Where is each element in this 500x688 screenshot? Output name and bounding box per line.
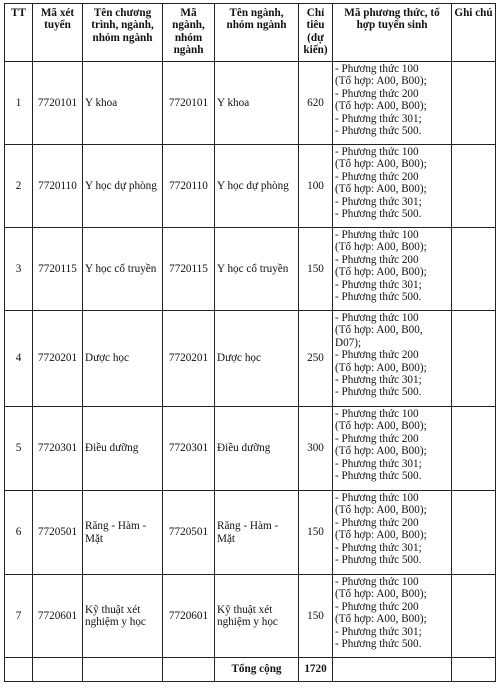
cell-ghi-chu [452, 62, 496, 145]
cell-ghi-chu [452, 491, 496, 575]
cell-tt: 4 [5, 311, 33, 407]
cell-ghi-chu [452, 311, 496, 407]
cell-ten-chuong-trinh: Răng - Hàm - Mặt [83, 491, 163, 575]
cell-ma-xet-tuyen: 7720101 [33, 62, 83, 145]
total-row [5, 658, 496, 682]
cell-ma-xet-tuyen: 7720110 [33, 145, 83, 228]
header-ghi-chu: Ghi chú [452, 4, 496, 62]
header-phuong-thuc: Mã phương thức, tổ hợp tuyển sinh [333, 4, 452, 62]
header-ten-chuong-trinh: Tên chương trình, ngành, nhóm ngành [83, 4, 163, 62]
table-row [5, 145, 496, 228]
cell-tt: 6 [5, 491, 33, 575]
cell-ma-nganh: 7720301 [163, 407, 215, 491]
admissions-table [4, 3, 496, 682]
cell-ma-nganh: 7720601 [163, 575, 215, 658]
cell-ten-nganh: Y học cổ truyền [215, 228, 299, 311]
cell-ghi-chu [452, 407, 496, 491]
total-empty-cell [163, 658, 215, 682]
table-row [5, 228, 496, 311]
total-empty-cell [33, 658, 83, 682]
cell-ten-chuong-trinh: Điều dưỡng [83, 407, 163, 491]
table-row [5, 62, 496, 145]
header-row [5, 4, 496, 62]
cell-chi-tieu: 620 [299, 62, 333, 145]
header-chi-tieu: Chỉ tiêu (dự kiến) [299, 4, 333, 62]
cell-ten-chuong-trinh: Y học dự phòng [83, 145, 163, 228]
cell-ten-chuong-trinh: Y học cổ truyền [83, 228, 163, 311]
cell-chi-tieu: 250 [299, 311, 333, 407]
cell-ten-nganh: Dược học [215, 311, 299, 407]
cell-ma-xet-tuyen: 7720301 [33, 407, 83, 491]
cell-ghi-chu [452, 145, 496, 228]
table-row [5, 311, 496, 407]
table-row [5, 575, 496, 658]
cell-ma-nganh: 7720201 [163, 311, 215, 407]
cell-ten-nganh: Kỹ thuật xét nghiệm y học [215, 575, 299, 658]
total-value: 1720 [299, 658, 333, 682]
total-empty-cell [5, 658, 33, 682]
cell-phuong-thuc: - Phương thức 100 (Tổ hợp: A00, B00); - Phương thức 200 (Tổ hợp: A00, B00); - Phương thức 301; - Phương thức 500. [333, 491, 452, 575]
cell-phuong-thuc: - Phương thức 100 (Tổ hợp: A00, B00); - Phương thức 200 (Tổ hợp: A00, B00); - Phương thức 301; - Phương thức 500. [333, 228, 452, 311]
cell-chi-tieu: 150 [299, 575, 333, 658]
cell-ten-nganh: Điều dưỡng [215, 407, 299, 491]
cell-chi-tieu: 100 [299, 145, 333, 228]
cell-ten-chuong-trinh: Kỹ thuật xét nghiệm y học [83, 575, 163, 658]
header-ten-nganh: Tên ngành, nhóm ngành [215, 4, 299, 62]
total-empty-cell [452, 658, 496, 682]
total-empty-cell [333, 658, 452, 682]
cell-ma-nganh: 7720501 [163, 491, 215, 575]
cell-ten-chuong-trinh: Y khoa [83, 62, 163, 145]
cell-ma-nganh: 7720115 [163, 228, 215, 311]
total-empty-cell [83, 658, 163, 682]
cell-ten-chuong-trinh: Dược học [83, 311, 163, 407]
cell-tt: 7 [5, 575, 33, 658]
total-label: Tổng cộng [215, 658, 299, 682]
cell-ma-nganh: 7720110 [163, 145, 215, 228]
cell-chi-tieu: 150 [299, 228, 333, 311]
cell-tt: 5 [5, 407, 33, 491]
cell-phuong-thuc: - Phương thức 100 (Tổ hợp: A00, B00, D07); - Phương thức 200 (Tổ hợp: A00, B00); - Phương thức 301; - Phương thức 500. [333, 311, 452, 407]
cell-ten-nganh: Răng - Hàm - Mặt [215, 491, 299, 575]
cell-phuong-thuc: - Phương thức 100 (Tổ hợp: A00, B00); - Phương thức 200 (Tổ hợp: A00, B00); - Phương thức 301; - Phương thức 500. [333, 407, 452, 491]
cell-ghi-chu [452, 575, 496, 658]
header-ma-xet-tuyen: Mã xét tuyển [33, 4, 83, 62]
cell-ghi-chu [452, 228, 496, 311]
cell-ma-xet-tuyen: 7720601 [33, 575, 83, 658]
cell-phuong-thuc: - Phương thức 100 (Tổ hợp: A00, B00); - Phương thức 200 (Tổ hợp: A00, B00); - Phương thức 301; - Phương thức 500. [333, 575, 452, 658]
cell-chi-tieu: 150 [299, 491, 333, 575]
cell-ma-xet-tuyen: 7720201 [33, 311, 83, 407]
cell-ma-xet-tuyen: 7720115 [33, 228, 83, 311]
cell-ten-nganh: Y khoa [215, 62, 299, 145]
header-ma-nganh: Mã ngành, nhóm ngành [163, 4, 215, 62]
cell-ma-nganh: 7720101 [163, 62, 215, 145]
cell-tt: 3 [5, 228, 33, 311]
table-row [5, 407, 496, 491]
cell-phuong-thuc: - Phương thức 100 (Tổ hợp: A00, B00); - Phương thức 200 (Tổ hợp: A00, B00); - Phương thức 301; - Phương thức 500. [333, 145, 452, 228]
cell-tt: 2 [5, 145, 33, 228]
header-tt: TT [5, 4, 33, 62]
table-row [5, 491, 496, 575]
cell-chi-tieu: 300 [299, 407, 333, 491]
cell-ma-xet-tuyen: 7720501 [33, 491, 83, 575]
cell-tt: 1 [5, 62, 33, 145]
cell-phuong-thuc: - Phương thức 100 (Tổ hợp: A00, B00); - Phương thức 200 (Tổ hợp: A00, B00); - Phương thức 301; - Phương thức 500. [333, 62, 452, 145]
cell-ten-nganh: Y học dự phòng [215, 145, 299, 228]
